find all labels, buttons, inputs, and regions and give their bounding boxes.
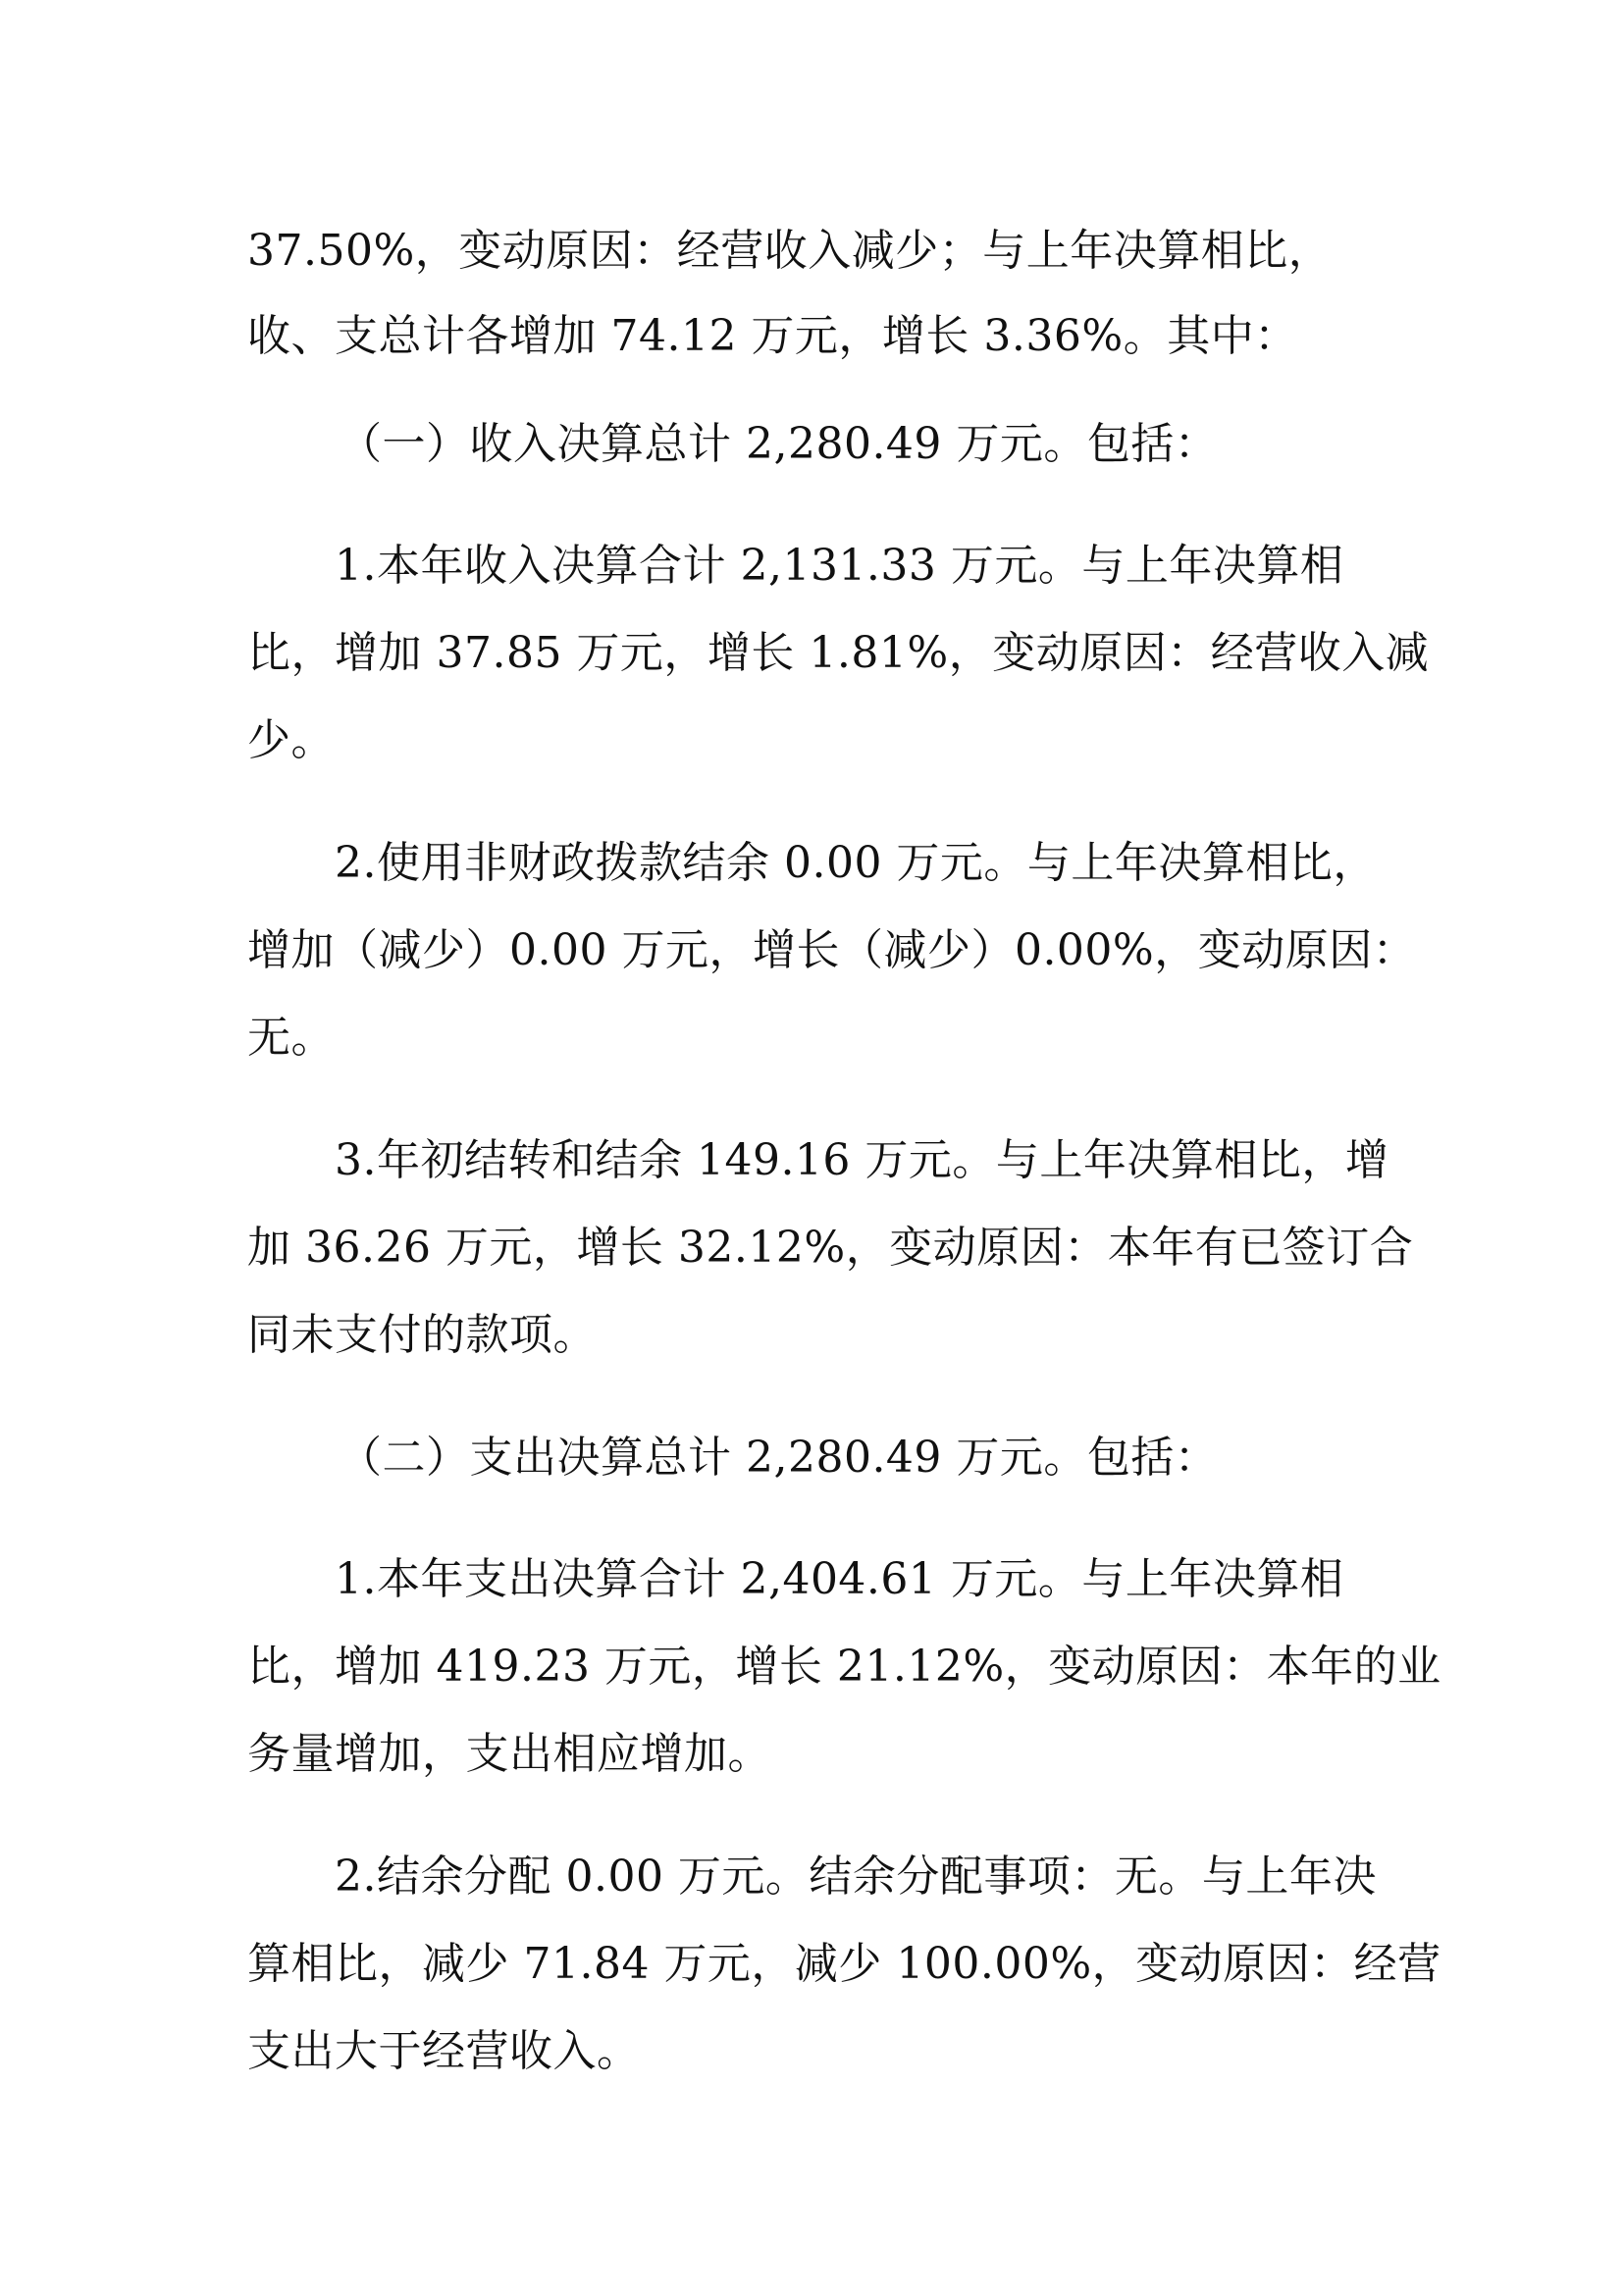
section-heading-income: （一）收入决算总计 2,280.49 万元。包括： bbox=[339, 419, 1219, 469]
text-line-income-item-3: 3.年初结转和结余 149.16 万元。与上年决算相比，增 bbox=[335, 1135, 1389, 1185]
section-heading-expenditure: （二）支出决算总计 2,280.49 万元。包括： bbox=[339, 1433, 1219, 1483]
text-line-summary-totals: 收、支总计各增加 74.12 万元，增长 3.36%。其中： bbox=[247, 311, 1298, 361]
text-line-income-item-2: 增加（减少）0.00 万元，增长（减少）0.00%，变动原因： bbox=[247, 925, 1417, 975]
text-line-income-item-2: 无。 bbox=[247, 1013, 335, 1063]
text-line-expenditure-item-1: 1.本年支出决算合计 2,404.61 万元。与上年决算相 bbox=[335, 1554, 1344, 1604]
text-line-expenditure-item-2: 算相比，减少 71.84 万元，减少 100.00%，变动原因：经营 bbox=[247, 1939, 1441, 1989]
text-line-summary-continued: 37.50%，变动原因：经营收入减少；与上年决算相比， bbox=[247, 226, 1333, 276]
text-line-expenditure-item-1: 务量增加，支出相应增加。 bbox=[247, 1729, 771, 1779]
text-line-expenditure-item-1: 比，增加 419.23 万元，增长 21.12%，变动原因：本年的业 bbox=[247, 1642, 1441, 1692]
text-line-income-item-3: 同未支付的款项。 bbox=[247, 1310, 597, 1360]
text-line-income-item-1: 1.本年收入决算合计 2,131.33 万元。与上年决算相 bbox=[335, 541, 1344, 591]
text-line-income-item-3: 加 36.26 万元，增长 32.12%，变动原因：本年有已签订合 bbox=[247, 1223, 1414, 1273]
text-line-income-item-1: 比，增加 37.85 万元，增长 1.81%，变动原因：经营收入减 bbox=[247, 628, 1430, 678]
text-line-income-item-1: 少。 bbox=[247, 715, 335, 765]
text-line-expenditure-item-2: 2.结余分配 0.00 万元。结余分配事项：无。与上年决 bbox=[335, 1852, 1377, 1902]
text-line-income-item-2: 2.使用非财政拨款结余 0.00 万元。与上年决算相比， bbox=[335, 838, 1377, 888]
text-line-expenditure-item-2: 支出大于经营收入。 bbox=[247, 2026, 641, 2076]
